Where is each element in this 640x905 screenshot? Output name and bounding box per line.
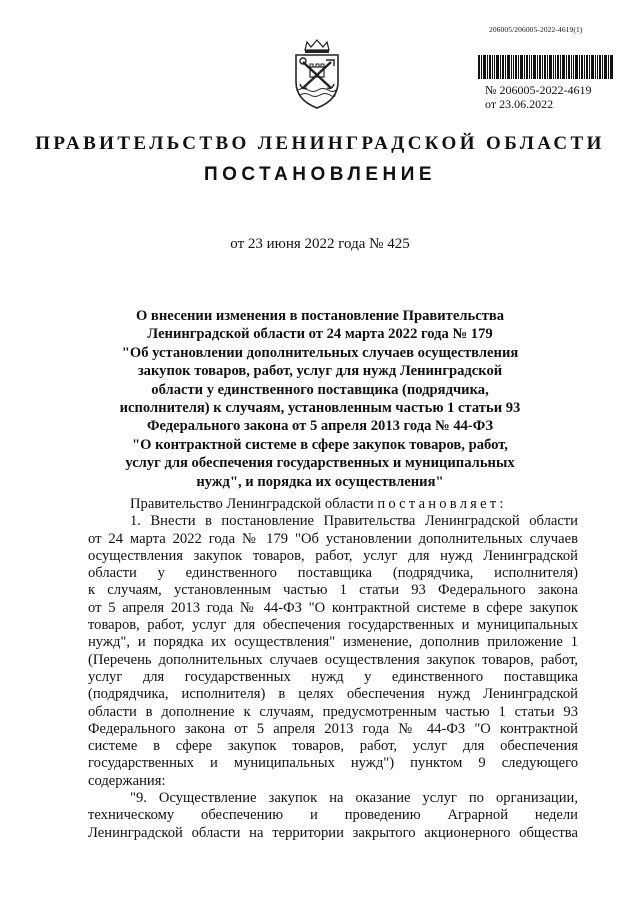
body-line: области у единственного поставщика (подрядчика, исполнителя) <box>88 565 578 582</box>
barcode-icon <box>478 55 613 79</box>
body-line: услуг для государственных нужд у единственного поставщика <box>88 668 578 685</box>
subject-line: "Об установлении дополнительных случаев осуществления <box>121 344 519 361</box>
body-line: товаров, работ, услуг для обеспечения государственных и муниципальных <box>88 617 578 634</box>
subject-line: "О контрактной системе в сфере закупок товаров, работ, <box>132 436 508 453</box>
decree-subject <box>110 307 530 491</box>
body-line: от 24 марта 2022 года № 179 "Об установлении дополнительных случаев <box>88 530 578 547</box>
body-line: (подрядчика, исполнителя) в целях обеспечения нужд Ленинградской <box>88 686 578 703</box>
body-line: содержания: <box>88 772 166 789</box>
body-line: "9. Осуществление закупок на оказание услуг по организации, <box>130 790 578 807</box>
document-type: ПОСТАНОВЛЕНИЕ <box>203 164 437 185</box>
preamble-verb: постановляет: <box>377 496 507 512</box>
body-line: от 5 апреля 2013 года № 44-ФЗ "О контрактной системе в сфере закупок <box>88 599 578 616</box>
body-line: государственных и муниципальных нужд") пунктом 9 следующего <box>88 755 578 772</box>
body-line: области в дополнение к случаям, предусмотренным частью 1 статьи 93 <box>88 703 578 720</box>
body-line: осуществления закупок товаров, работ, услуг для нужд Ленинградской <box>88 547 578 564</box>
subject-line: закупок товаров, работ, услуг для нужд Ленинградской <box>137 363 503 380</box>
government-title: ПРАВИТЕЛЬСТВО ЛЕНИНГРАДСКОЙ ОБЛАСТИ <box>35 133 605 154</box>
coat-of-arms-icon <box>288 38 346 110</box>
subject-line: области у единственного поставщика (подрядчика, <box>151 381 489 398</box>
preamble-prefix: Правительство Ленинградской области <box>130 496 374 512</box>
registry-date: от 23.06.2022 <box>485 97 554 111</box>
subject-line: О внесении изменения в постановление Правительства <box>135 308 505 324</box>
subject-line: Ленинградской области от 24 марта 2022 года № 179 <box>147 326 493 343</box>
body-line: Федерального закона от 5 апреля 2013 года № 44-ФЗ "О контрактной <box>88 720 578 737</box>
body-line: системе в сфере закупок товаров, работ, услуг для обеспечения <box>88 738 578 755</box>
body-line: Ленинградской области на территории закрытого акционерного общества <box>88 824 578 841</box>
registry-number: № 206005-2022-4619 <box>485 83 592 97</box>
decree-date-number: от 23 июня 2022 года № 425 <box>230 236 410 252</box>
body-line: (Перечень дополнительных случаев осуществления закупок товаров, работ, <box>88 651 578 668</box>
subject-line: нужд", и порядка их осуществления" <box>196 473 444 490</box>
body-line: 1. Внести в постановление Правительства Ленинградской области <box>130 513 578 530</box>
body-line: к случаям, установленным частью 1 статьи 93 Федерального закона <box>88 582 578 599</box>
subject-line: исполнителя) к случаям, установленным частью 1 статьи 93 <box>119 400 521 417</box>
subject-line: услуг для обеспечения государственных и муниципальных <box>125 455 515 472</box>
decree-body <box>88 496 578 842</box>
body-line: нужд", и порядка их осуществления" изменение, дополнив приложение 1 <box>88 634 578 651</box>
preamble <box>88 496 578 513</box>
subject-line: Федерального закона от 5 апреля 2013 года № 44-ФЗ <box>146 418 494 435</box>
registry-code: 206005/206005-2022-4619(1) <box>489 25 583 34</box>
body-line: техническому обеспечению и проведению Аграрной недели <box>88 807 578 824</box>
